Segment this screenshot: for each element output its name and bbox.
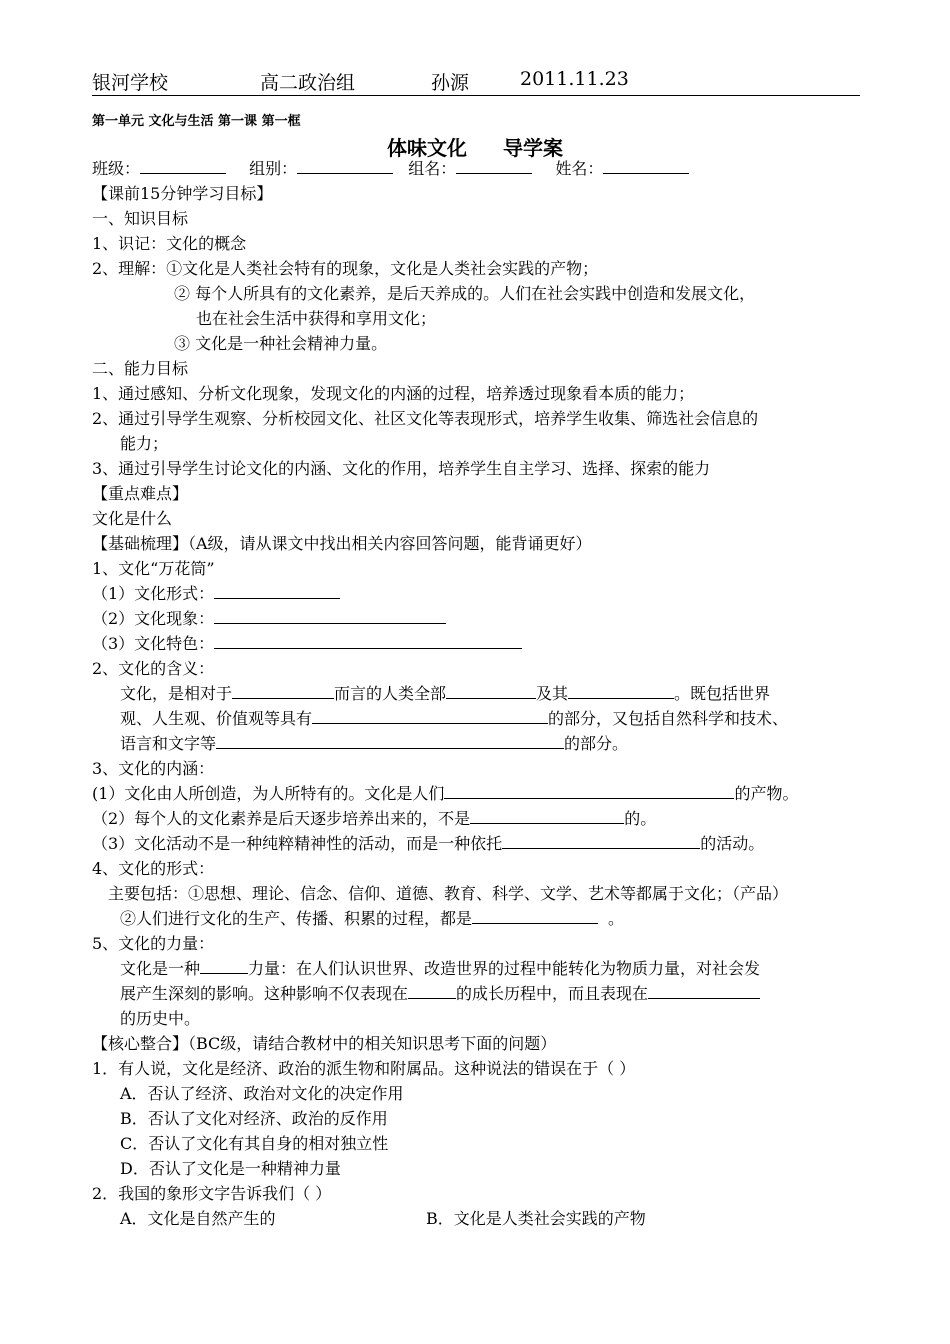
answer-blank[interactable]: [470, 807, 624, 824]
fill-label: 的产物。: [734, 784, 799, 803]
fill-label: 。既包括世界: [674, 684, 771, 703]
fill-label: 的。: [624, 809, 657, 828]
text-line: 4、文化的形式：: [92, 859, 215, 878]
fill-line: [92, 607, 446, 631]
option[interactable]: C．否认了文化有其自身的相对独立性: [120, 1134, 389, 1153]
school-name: 银河学校: [92, 72, 169, 94]
fill-label: ②人们进行文化的生产、传播、积累的过程，都是: [120, 909, 473, 928]
fill-label: （3）文化特色：: [92, 634, 215, 653]
fill-line: [120, 982, 760, 1006]
fill-line: [120, 732, 628, 756]
fill-label: 力量：在人们认识世界、改造世界的过程中能转化为物质力量，对社会发: [248, 959, 761, 978]
document-header: [92, 68, 860, 96]
name-label: 姓名：: [555, 159, 604, 178]
option[interactable]: B．文化是人类社会实践的产物: [426, 1209, 646, 1228]
team-blank[interactable]: [456, 157, 532, 174]
text-line: 3、文化的内涵：: [92, 759, 215, 778]
subsection-heading: 一、知识目标: [92, 209, 189, 228]
answer-blank[interactable]: [214, 607, 446, 624]
fill-label: （3）文化活动不是一种纯粹精神性的活动，而是一种依托: [92, 834, 503, 853]
text-line: 3、通过引导学生讨论文化的内涵、文化的作用，培养学生自主学习、选择、探索的能力: [92, 459, 711, 478]
title-main: 体味文化: [387, 136, 467, 160]
text-line: 主要包括：①思想、理论、信念、信仰、道德、教育、科学、文学、艺术等都属于文化；（产品）: [108, 884, 789, 903]
teacher-name: 孙源: [431, 72, 470, 94]
option[interactable]: D．否认了文化是一种精神力量: [120, 1159, 341, 1178]
fill-label: (1）文化由人所创造，为人所特有的。文化是人们: [92, 784, 445, 803]
fill-line: [120, 682, 770, 706]
section-heading: 【核心整合】（BC级，请结合教材中的相关知识思考下面的问题）: [92, 1034, 557, 1053]
fill-line: [92, 632, 522, 656]
answer-blank[interactable]: [446, 682, 536, 699]
class-label: 班级：: [92, 159, 141, 178]
fill-label: 观、人生观、价值观等具有: [120, 709, 313, 728]
fill-line: [120, 957, 760, 981]
answer-blank[interactable]: [444, 782, 734, 799]
text-line: 1、识记：文化的概念: [92, 234, 247, 253]
fill-label: 的部分。: [564, 734, 629, 753]
subsection-heading: 二、能力目标: [92, 359, 189, 378]
name-blank[interactable]: [603, 157, 689, 174]
text-line: 的历史中。: [120, 1009, 201, 1028]
group-label: 组别：: [249, 159, 298, 178]
answer-blank[interactable]: [502, 832, 700, 849]
option[interactable]: A．否认了经济、政治对文化的决定作用: [120, 1084, 404, 1103]
team-label: 组名：: [408, 159, 457, 178]
fill-label: 及其: [536, 684, 569, 703]
fill-label: 的部分，又包括自然科学和技术、: [548, 709, 789, 728]
fill-line: [92, 582, 340, 606]
unit-line: 第一单元 文化与生活 第一课 第一框: [92, 114, 301, 129]
answer-blank[interactable]: [648, 982, 760, 999]
text-line: 2、通过引导学生观察、分析校园文化、社区文化等表现形式，培养学生收集、筛选社会信息的: [92, 409, 759, 428]
text-line: 2、理解：①文化是人类社会特有的现象，文化是人类社会实践的产物；: [92, 259, 599, 278]
fill-label: （2）文化现象：: [92, 609, 215, 628]
class-blank[interactable]: [140, 157, 226, 174]
fill-line: [120, 707, 788, 731]
fill-label: 语言和文字等: [120, 734, 217, 753]
answer-blank[interactable]: [216, 732, 564, 749]
answer-blank[interactable]: [200, 957, 248, 974]
answer-blank[interactable]: [232, 682, 334, 699]
fill-label: 而言的人类全部: [334, 684, 447, 703]
fill-line: [92, 782, 798, 806]
fill-label: （2）每个人的文化素养是后天逐步培养出来的，不是: [92, 809, 471, 828]
header-date: 2011.11.23: [520, 68, 629, 90]
text-line: 5、文化的力量：: [92, 934, 215, 953]
answer-blank[interactable]: [214, 582, 340, 599]
question: 1．有人说，文化是经济、政治的派生物和附属品。这种说法的错误在于（ ）: [92, 1059, 636, 1078]
fill-label: （1）文化形式：: [92, 584, 215, 603]
fill-label: 文化，是相对于: [120, 684, 233, 703]
info-row: [92, 157, 689, 181]
section-heading: 【课前15分钟学习目标】: [92, 184, 273, 203]
option[interactable]: A．文化是自然产生的: [120, 1209, 276, 1228]
option[interactable]: B．否认了文化对经济、政治的反作用: [120, 1109, 388, 1128]
text-line: 2、文化的含义：: [92, 659, 215, 678]
section-heading: 【基础梳理】（A级，请从课文中找出相关内容回答问题，能背诵更好）: [92, 534, 592, 553]
text-line: ② 每个人所具有的文化素养，是后天养成的。人们在社会实践中创造和发展文化，: [174, 284, 756, 303]
fill-line: [92, 807, 656, 831]
answer-blank[interactable]: [472, 907, 598, 924]
section-heading: 【重点难点】: [92, 484, 189, 503]
text-line: 能力；: [120, 434, 169, 453]
answer-blank[interactable]: [214, 632, 522, 649]
fill-label: 的活动。: [700, 834, 765, 853]
title-sub: 导学案: [503, 136, 563, 160]
fill-label: 展产生深刻的影响。这种影响不仅表现在: [120, 984, 409, 1003]
fill-label: 的成长历程中，而且表现在: [456, 984, 649, 1003]
answer-blank[interactable]: [312, 707, 548, 724]
fill-label: 文化是一种: [120, 959, 201, 978]
text-line: 1、文化“万花筒”: [92, 559, 215, 578]
group-name: 高二政治组: [260, 72, 356, 94]
answer-blank[interactable]: [568, 682, 674, 699]
answer-blank[interactable]: [408, 982, 456, 999]
text-line: 也在社会生活中获得和享用文化；: [196, 309, 437, 328]
fill-label: 。: [608, 909, 625, 928]
text-line: 文化是什么: [92, 509, 173, 528]
fill-line: [120, 907, 624, 931]
text-line: 1、通过感知、分析文化现象，发现文化的内涵的过程，培养透过现象看本质的能力；: [92, 384, 695, 403]
text-line: ③ 文化是一种社会精神力量。: [174, 334, 388, 353]
group-blank[interactable]: [297, 157, 393, 174]
question: 2．我国的象形文字告诉我们（ ）: [92, 1184, 332, 1203]
fill-line: [92, 832, 764, 856]
